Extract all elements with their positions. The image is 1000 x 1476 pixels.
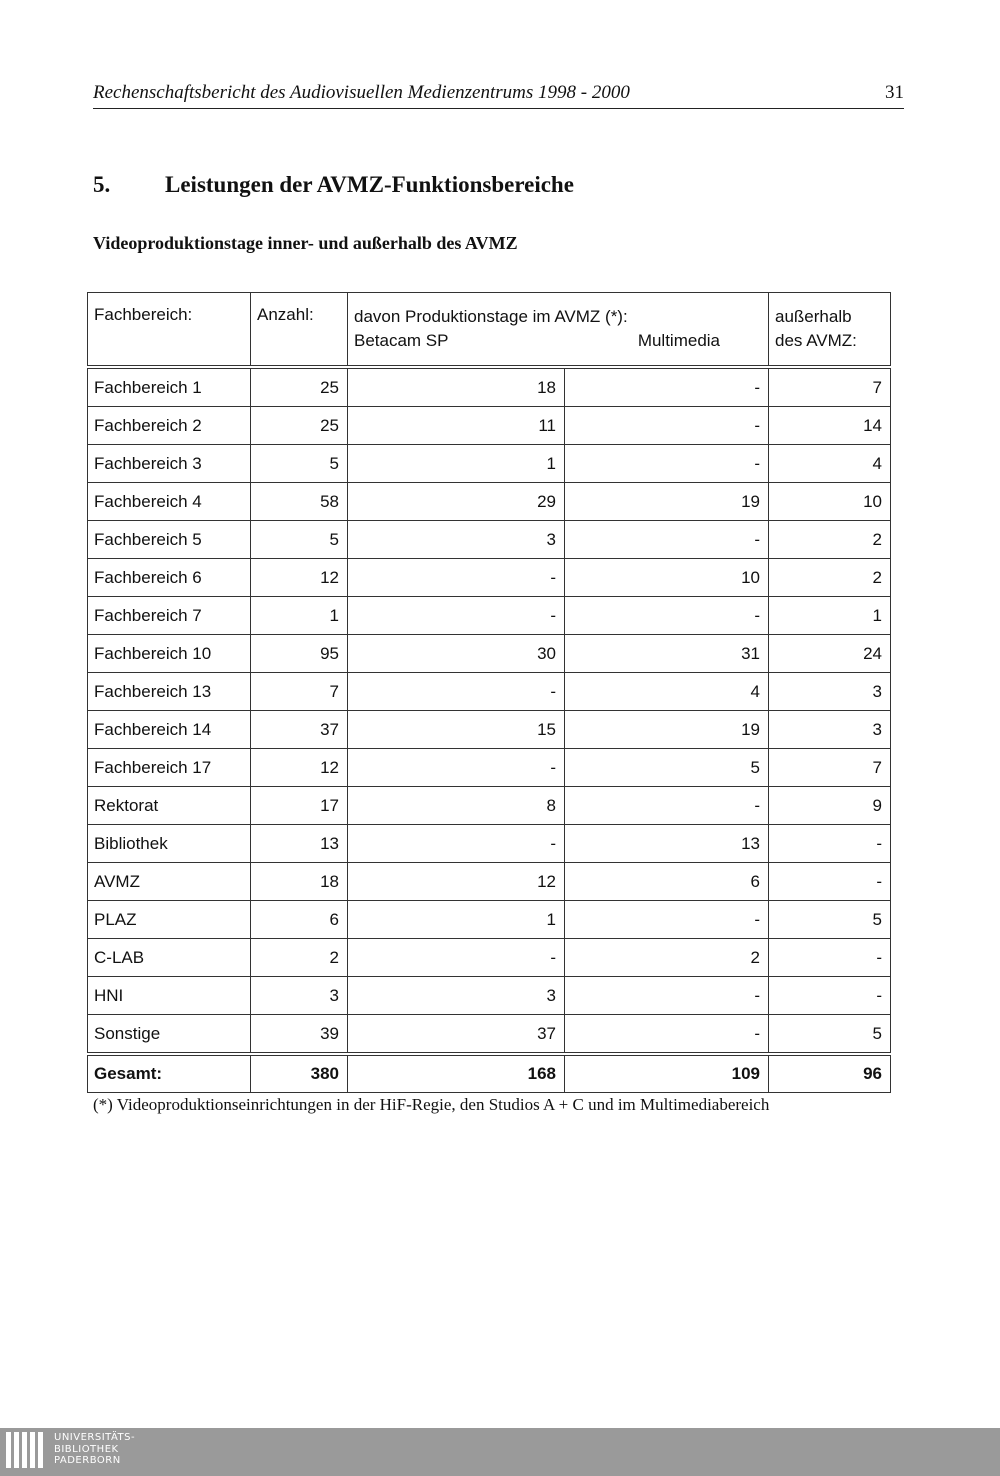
row-multimedia: 13 bbox=[565, 825, 769, 863]
row-anzahl: 6 bbox=[251, 901, 348, 939]
section-title: Leistungen der AVMZ-Funktionsbereiche bbox=[165, 172, 574, 197]
row-multimedia: - bbox=[565, 1015, 769, 1055]
header-ausserhalb-line2: des AVMZ: bbox=[769, 329, 891, 367]
table-row bbox=[88, 939, 891, 977]
row-label: Fachbereich 17 bbox=[88, 749, 251, 787]
row-anzahl: 95 bbox=[251, 635, 348, 673]
header-subcolumns bbox=[348, 329, 769, 367]
row-betacam: 11 bbox=[348, 407, 565, 445]
row-label: Fachbereich 4 bbox=[88, 483, 251, 521]
row-betacam: 29 bbox=[348, 483, 565, 521]
row-betacam: 3 bbox=[348, 977, 565, 1015]
row-betacam: 18 bbox=[348, 367, 565, 407]
row-ausserhalb: 4 bbox=[769, 445, 891, 483]
row-label: Fachbereich 2 bbox=[88, 407, 251, 445]
total-multimedia: 109 bbox=[565, 1054, 769, 1093]
row-multimedia: - bbox=[565, 977, 769, 1015]
header-fachbereich: Fachbereich: bbox=[88, 293, 251, 368]
table-row bbox=[88, 673, 891, 711]
table-row bbox=[88, 483, 891, 521]
row-betacam: - bbox=[348, 939, 565, 977]
row-multimedia: 4 bbox=[565, 673, 769, 711]
row-ausserhalb: 24 bbox=[769, 635, 891, 673]
row-anzahl: 13 bbox=[251, 825, 348, 863]
row-label: Fachbereich 13 bbox=[88, 673, 251, 711]
row-label: Fachbereich 10 bbox=[88, 635, 251, 673]
row-betacam: - bbox=[348, 559, 565, 597]
row-label: Sonstige bbox=[88, 1015, 251, 1055]
row-betacam: 1 bbox=[348, 901, 565, 939]
row-ausserhalb: - bbox=[769, 977, 891, 1015]
table-row bbox=[88, 445, 891, 483]
row-anzahl: 3 bbox=[251, 977, 348, 1015]
row-label: Fachbereich 14 bbox=[88, 711, 251, 749]
table-row bbox=[88, 825, 891, 863]
row-anzahl: 25 bbox=[251, 367, 348, 407]
header-betacam: Betacam SP bbox=[354, 331, 449, 350]
row-anzahl: 37 bbox=[251, 711, 348, 749]
table-row bbox=[88, 977, 891, 1015]
row-anzahl: 39 bbox=[251, 1015, 348, 1055]
row-ausserhalb: 14 bbox=[769, 407, 891, 445]
running-title: Rechenschaftsbericht des Audiovisuellen Medienzentrums 1998 - 2000 bbox=[93, 82, 630, 103]
footnote: (*) Videoproduktionseinrichtungen in der HiF-Regie, den Studios A + C und im Multimediabereich bbox=[93, 1095, 770, 1114]
row-label: Fachbereich 7 bbox=[88, 597, 251, 635]
table-heading: Videoproduktionstage inner- und außerhalb des AVMZ bbox=[93, 233, 518, 253]
row-label: Fachbereich 5 bbox=[88, 521, 251, 559]
row-ausserhalb: 3 bbox=[769, 673, 891, 711]
production-days-table bbox=[87, 292, 891, 1093]
row-anzahl: 12 bbox=[251, 749, 348, 787]
row-label: HNI bbox=[88, 977, 251, 1015]
running-header bbox=[93, 80, 904, 109]
row-ausserhalb: 2 bbox=[769, 521, 891, 559]
total-anzahl: 380 bbox=[251, 1054, 348, 1093]
row-multimedia: 19 bbox=[565, 483, 769, 521]
table-row bbox=[88, 1015, 891, 1055]
row-multimedia: 19 bbox=[565, 711, 769, 749]
row-multimedia: 5 bbox=[565, 749, 769, 787]
row-label: C-LAB bbox=[88, 939, 251, 977]
row-anzahl: 58 bbox=[251, 483, 348, 521]
header-ausserhalb-line1: außerhalb bbox=[769, 293, 891, 330]
row-anzahl: 7 bbox=[251, 673, 348, 711]
row-ausserhalb: 7 bbox=[769, 367, 891, 407]
row-betacam: - bbox=[348, 749, 565, 787]
row-anzahl: 5 bbox=[251, 445, 348, 483]
row-label: Bibliothek bbox=[88, 825, 251, 863]
row-label: Fachbereich 3 bbox=[88, 445, 251, 483]
library-logo-text: UNIVERSITÄTS- BIBLIOTHEK PADERBORN bbox=[54, 1432, 136, 1466]
section-number: 5. bbox=[93, 172, 111, 197]
row-multimedia: 31 bbox=[565, 635, 769, 673]
header-davon: davon Produktionstage im AVMZ (*): bbox=[348, 293, 769, 330]
table-row bbox=[88, 407, 891, 445]
total-row bbox=[88, 1054, 891, 1093]
table-row bbox=[88, 787, 891, 825]
library-footer bbox=[0, 1428, 1000, 1476]
row-anzahl: 18 bbox=[251, 863, 348, 901]
row-betacam: 8 bbox=[348, 787, 565, 825]
row-ausserhalb: 3 bbox=[769, 711, 891, 749]
row-ausserhalb: - bbox=[769, 863, 891, 901]
row-anzahl: 5 bbox=[251, 521, 348, 559]
table-row bbox=[88, 367, 891, 407]
row-label: Fachbereich 1 bbox=[88, 367, 251, 407]
row-betacam: - bbox=[348, 597, 565, 635]
row-anzahl: 1 bbox=[251, 597, 348, 635]
page-number: 31 bbox=[885, 82, 904, 103]
section-heading bbox=[93, 172, 574, 198]
row-anzahl: 2 bbox=[251, 939, 348, 977]
row-label: AVMZ bbox=[88, 863, 251, 901]
total-ausserhalb: 96 bbox=[769, 1054, 891, 1093]
row-betacam: - bbox=[348, 673, 565, 711]
row-betacam: - bbox=[348, 825, 565, 863]
row-betacam: 30 bbox=[348, 635, 565, 673]
row-label: Fachbereich 6 bbox=[88, 559, 251, 597]
row-multimedia: 10 bbox=[565, 559, 769, 597]
row-ausserhalb: - bbox=[769, 939, 891, 977]
row-betacam: 3 bbox=[348, 521, 565, 559]
row-ausserhalb: 9 bbox=[769, 787, 891, 825]
table-row bbox=[88, 901, 891, 939]
table-row bbox=[88, 521, 891, 559]
table-row bbox=[88, 749, 891, 787]
row-multimedia: - bbox=[565, 445, 769, 483]
row-label: PLAZ bbox=[88, 901, 251, 939]
table-row bbox=[88, 559, 891, 597]
header-multimedia: Multimedia bbox=[637, 331, 721, 350]
table-row bbox=[88, 597, 891, 635]
row-ausserhalb: 5 bbox=[769, 1015, 891, 1055]
row-multimedia: 2 bbox=[565, 939, 769, 977]
row-multimedia: - bbox=[565, 407, 769, 445]
row-multimedia: - bbox=[565, 367, 769, 407]
row-betacam: 12 bbox=[348, 863, 565, 901]
row-ausserhalb: - bbox=[769, 825, 891, 863]
total-label: Gesamt: bbox=[88, 1054, 251, 1093]
table-row bbox=[88, 635, 891, 673]
row-ausserhalb: 5 bbox=[769, 901, 891, 939]
row-ausserhalb: 10 bbox=[769, 483, 891, 521]
library-logo-icon bbox=[4, 1432, 48, 1472]
total-betacam: 168 bbox=[348, 1054, 565, 1093]
row-ausserhalb: 2 bbox=[769, 559, 891, 597]
row-multimedia: - bbox=[565, 521, 769, 559]
table-body bbox=[88, 367, 891, 1054]
row-betacam: 15 bbox=[348, 711, 565, 749]
row-multimedia: - bbox=[565, 901, 769, 939]
row-anzahl: 17 bbox=[251, 787, 348, 825]
row-label: Rektorat bbox=[88, 787, 251, 825]
row-anzahl: 25 bbox=[251, 407, 348, 445]
table-row bbox=[88, 863, 891, 901]
row-anzahl: 12 bbox=[251, 559, 348, 597]
row-ausserhalb: 7 bbox=[769, 749, 891, 787]
row-multimedia: - bbox=[565, 787, 769, 825]
row-multimedia: - bbox=[565, 597, 769, 635]
table-row bbox=[88, 711, 891, 749]
row-multimedia: 6 bbox=[565, 863, 769, 901]
row-ausserhalb: 1 bbox=[769, 597, 891, 635]
row-betacam: 1 bbox=[348, 445, 565, 483]
header-anzahl: Anzahl: bbox=[251, 293, 348, 368]
row-betacam: 37 bbox=[348, 1015, 565, 1055]
